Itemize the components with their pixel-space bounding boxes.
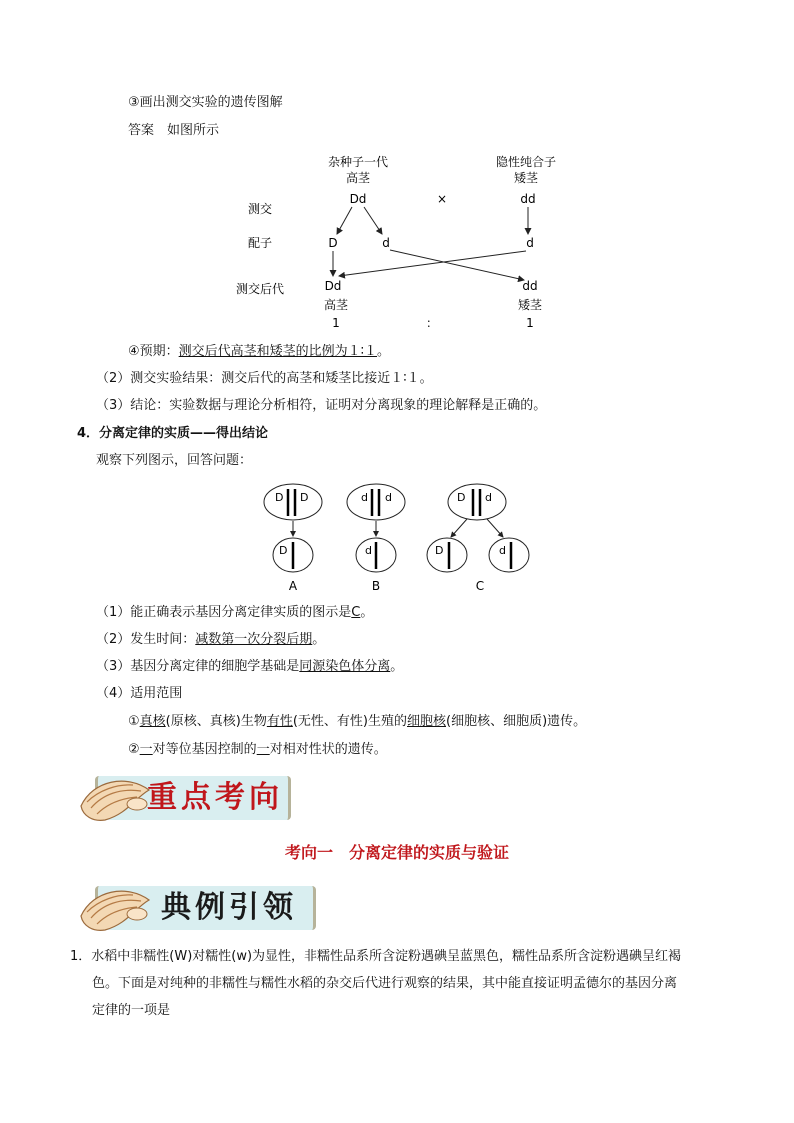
- gamete-d-right: d: [526, 236, 534, 250]
- cell-B-bottom: d: [365, 544, 372, 557]
- q4-line1-u2: 有性: [266, 714, 293, 729]
- q3-line: [96, 658, 403, 676]
- cell-B-parent: [347, 484, 405, 520]
- question1-line1: 1．水稻中非糯性(W)对糯性(w)为显性，非糯性品系所含淀粉遇碘呈蓝黑色，糯性品系所含淀粉遇碘呈红褐: [70, 949, 682, 964]
- q4-line2-p2: 对等位基因控制的: [152, 742, 257, 757]
- ratio-colon: ：: [425, 316, 439, 330]
- cell-A-label: A: [288, 579, 298, 593]
- left-parent-line1: 杂种子一代: [327, 155, 389, 169]
- cell-A-top-left: D: [275, 491, 284, 504]
- cell-C-bottom-right: d: [499, 544, 506, 557]
- q3-prefix: （3）基因分离定律的细胞学基础是: [96, 659, 300, 674]
- step3-title: ③画出测交实验的遗传图解: [128, 95, 283, 110]
- arrow-parent-to-d: [364, 207, 382, 234]
- q4-line1-p1: ①: [128, 714, 140, 729]
- gamete-D: D: [328, 236, 338, 250]
- q4-line1: [128, 713, 586, 731]
- example-title: 典例引领: [161, 890, 297, 925]
- cell-diagram: [255, 482, 545, 594]
- item3-text: （3）结论：实验数据与理论分析相符，证明对分离现象的理论解释是正确的。: [96, 398, 547, 413]
- left-parent-line2: 高茎: [345, 171, 371, 185]
- step4-answer: 测交后代高茎和矮茎的比例为１∶１: [178, 344, 378, 359]
- ratio-left: 1: [332, 316, 340, 330]
- q4-line1-p4: (细胞核、细胞质)遗传。: [446, 714, 587, 729]
- q4-line1-p2: (原核、真核)生物: [165, 714, 267, 729]
- arrow-d-to-Dd: [339, 251, 526, 276]
- direction-title: 考向一 分离定律的实质与验证: [285, 843, 510, 862]
- shell-icon: [75, 770, 155, 826]
- q2-prefix: （2）发生时间：: [96, 632, 196, 647]
- cell-C-daughter-right: [489, 538, 529, 572]
- cell-A-top-right: D: [300, 491, 309, 504]
- cell-C-daughter-left: [427, 538, 467, 572]
- arrow-parent-to-D: [337, 207, 352, 234]
- q1-answer: C: [351, 605, 361, 620]
- q2-line: [96, 631, 325, 649]
- cell-A-bottom: D: [279, 544, 288, 557]
- q4-line2-u2: 一: [256, 742, 270, 757]
- section4-title: 4．分离定律的实质——得出结论: [77, 426, 269, 441]
- label-offspring: 测交后代: [236, 282, 285, 296]
- label-testcross: 测交: [248, 202, 273, 216]
- cell-B-top-left: d: [361, 491, 368, 504]
- answer-label: 答案 如图所示: [128, 123, 220, 138]
- q1-suffix: 。: [360, 605, 374, 620]
- cell-C-bottom-left: D: [435, 544, 444, 557]
- right-parent-line1: 隐性纯合子: [495, 155, 557, 169]
- cross-symbol: ×: [436, 192, 448, 206]
- q3-answer: 同源染色体分离: [299, 659, 391, 674]
- key-direction-banner: [75, 770, 290, 826]
- right-parent-line2: 矮茎: [513, 171, 539, 185]
- arrow-d-to-dd: [390, 250, 524, 280]
- cell-C-top-right: d: [485, 491, 492, 504]
- offspring-right-phenotype: 矮茎: [517, 298, 543, 312]
- q4-line2-u1: 一: [139, 742, 153, 757]
- q1-line: [96, 604, 373, 622]
- cell-C-label: C: [475, 579, 485, 593]
- question1-line3: 定律的一项是: [92, 1003, 171, 1018]
- cell-B-top-right: d: [385, 491, 392, 504]
- shell-icon: [75, 880, 155, 936]
- right-genotype: dd: [520, 192, 536, 206]
- q2-answer: 减数第一次分裂后期: [195, 632, 313, 647]
- cell-C-top-left: D: [457, 491, 466, 504]
- section4-intro: 观察下列图示，回答问题：: [96, 453, 253, 468]
- step4-prefix: ④预期：: [128, 344, 179, 359]
- testcross-diagram: [220, 150, 580, 335]
- q4-line1-u1: 真核: [139, 714, 166, 729]
- q4-line1-u3: 细胞核: [407, 714, 447, 729]
- q2-suffix: 。: [312, 632, 326, 647]
- step4-suffix: 。: [377, 344, 391, 359]
- q4-line2-p1: ②: [128, 742, 140, 757]
- step4-line: [128, 343, 390, 361]
- q3-suffix: 。: [390, 659, 404, 674]
- left-genotype: Dd: [349, 192, 367, 206]
- label-gamete: 配子: [248, 236, 273, 250]
- q4-line1-p3: (无性、有性)生殖的: [292, 714, 407, 729]
- cell-B-label: B: [371, 579, 381, 593]
- ratio-right: 1: [526, 316, 534, 330]
- example-banner: [75, 880, 315, 936]
- offspring-left-phenotype: 高茎: [323, 298, 349, 312]
- q1-prefix: （1）能正确表示基因分离定律实质的图示是: [96, 605, 352, 620]
- question1-line2: 色。下面是对纯种的非糯性与糯性水稻的杂交后代进行观察的结果，其中能直接证明孟德尔的基因分离: [92, 976, 678, 991]
- q4-title: （4）适用范围: [96, 686, 183, 701]
- offspring-left: Dd: [324, 279, 342, 293]
- q4-line2: [128, 741, 387, 759]
- key-direction-title: 重点考向: [147, 780, 283, 815]
- item2-text: （2）测交实验结果：测交后代的高茎和矮茎比接近１∶１。: [96, 371, 433, 386]
- q4-line2-p3: 对相对性状的遗传。: [269, 742, 387, 757]
- cell-A-parent: [264, 484, 322, 520]
- gamete-d-left: d: [382, 236, 390, 250]
- offspring-right: dd: [522, 279, 538, 293]
